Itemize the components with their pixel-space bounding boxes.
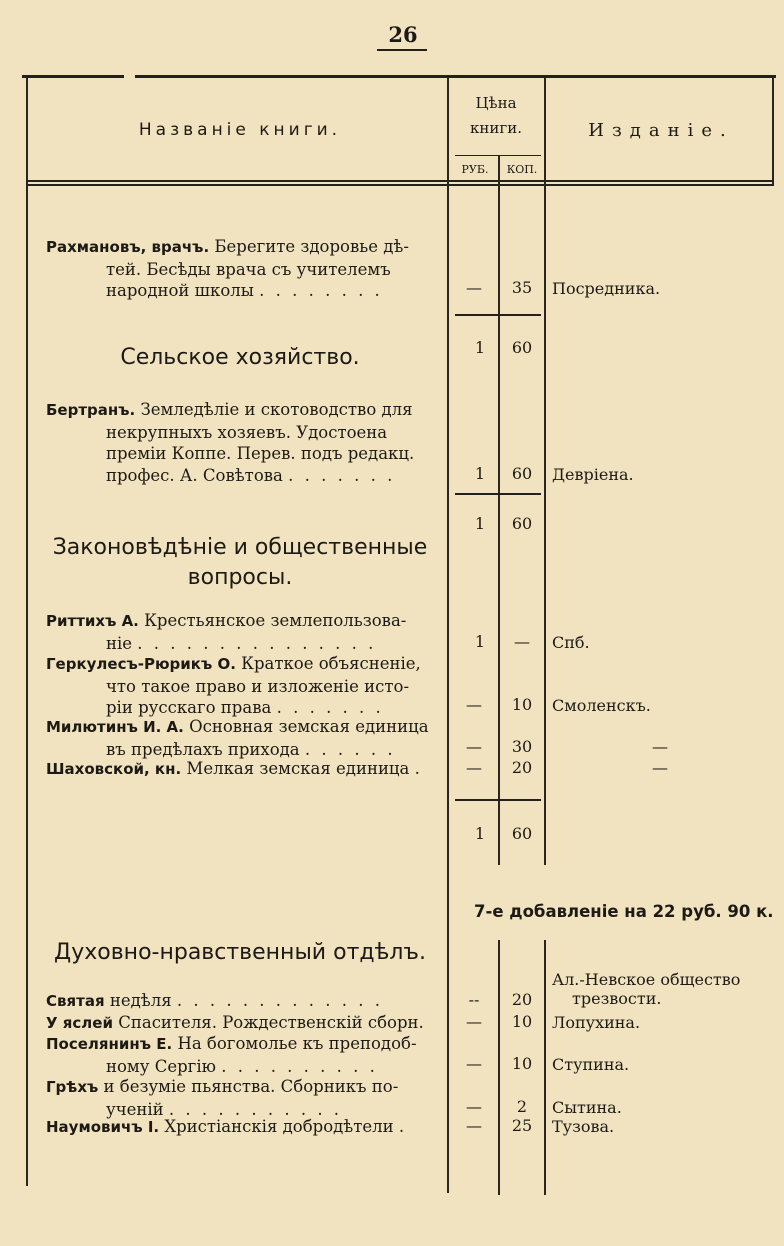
leader-dots: . . . . . . .: [288, 465, 396, 485]
entry-milyutin: [46, 716, 446, 760]
entry-text: профес. А. Совѣтова: [106, 465, 283, 485]
publisher: [552, 970, 772, 1008]
entry-text: Берегите здоровье дѣ-: [209, 237, 409, 256]
entry-text: ученій: [106, 1099, 164, 1119]
supplement-total: 7-е добавленіе на 22 руб. 90 к.: [474, 902, 774, 921]
entry-text: ніе: [106, 633, 133, 653]
header-kop: КОП.: [506, 163, 538, 176]
entry-author: Шаховской, кн.: [46, 760, 182, 778]
price-kop: 10: [511, 1054, 533, 1073]
entry-gerkules: [46, 653, 446, 719]
header-book-title: Названіе книги.: [138, 120, 342, 140]
entry-text: что такое право и изложеніе исто-: [106, 676, 410, 696]
publisher: Тузова.: [552, 1117, 615, 1136]
entry-text: ному Сергію: [106, 1056, 216, 1076]
entry-author: Милютинъ И. А.: [46, 718, 184, 736]
entry-rittikh: [46, 610, 446, 654]
publisher: Посредника.: [552, 279, 661, 298]
entry-svyataya: [46, 990, 446, 1013]
leader-dots: . . . . . . . . . . .: [168, 1099, 343, 1119]
publisher: Ступина.: [552, 1055, 630, 1074]
header-rub: РУБ.: [461, 163, 489, 176]
price-kop: 2: [516, 1097, 528, 1116]
price-rub: —: [466, 1054, 482, 1073]
entry-text: Спасителя. Рождественскій сборн.: [112, 1013, 424, 1032]
header-price: [446, 88, 546, 138]
price-kop: 35: [511, 278, 533, 297]
entry-text: недѣля: [104, 991, 172, 1010]
subtotal-rule: [455, 314, 541, 316]
section-heading-spiritual: Духовно-нравственный отдѣлъ.: [54, 940, 426, 965]
leader-dots: . . . . . . . .: [259, 281, 383, 300]
header-price-line2: книги.: [470, 119, 522, 137]
publisher: —: [652, 737, 668, 756]
entry-author: Риттихъ А.: [46, 612, 139, 630]
section-heading-line: Законовѣдѣніе и общественные: [52, 535, 428, 560]
publisher-line: Ал.-Невское общество: [552, 970, 741, 989]
table-left-border: [26, 78, 28, 1186]
entry-author: Наумовичъ І.: [46, 1118, 160, 1136]
top-rule-left: [22, 75, 124, 78]
publisher: Лопухина.: [552, 1013, 641, 1032]
column-separator-title: [447, 78, 449, 1193]
price-kop: 20: [511, 758, 533, 777]
price-kop: 20: [511, 990, 533, 1009]
price-rub: --: [468, 990, 480, 1009]
subtotal-kop: 60: [511, 824, 533, 843]
entry-text: тей. Бесѣды врача съ учителемъ: [106, 259, 391, 279]
entry-author: Рахмановъ, врачъ.: [46, 238, 210, 256]
entry-text: Христіанскія добродѣтели .: [159, 1117, 405, 1136]
header-rule-1: [26, 180, 774, 182]
entry-author: Бертранъ.: [46, 401, 136, 419]
column-separator-rub-lower: [498, 940, 500, 1195]
subtotal-rule: [455, 493, 541, 495]
entry-author: Грѣхъ: [46, 1078, 99, 1096]
price-subheader-rule: [455, 155, 541, 156]
subtotal-kop: 60: [511, 338, 533, 357]
price-rub: —: [466, 1012, 482, 1031]
subtotal-rule: [455, 799, 541, 801]
subtotal-rub: 1: [474, 514, 486, 533]
leader-dots: . . . . . . . . . .: [221, 1056, 378, 1076]
section-heading-agriculture: Сельское хозяйство.: [120, 345, 360, 370]
section-heading-line: вопросы.: [187, 565, 293, 590]
price-rub: —: [466, 695, 482, 714]
entry-text: народной школы: [106, 281, 254, 300]
entry-text: ріи русскаго права: [106, 698, 272, 717]
price-rub: —: [466, 278, 482, 297]
header-price-line1: Цѣна: [475, 94, 517, 112]
column-separator-rub-upper: [498, 155, 500, 865]
price-rub: —: [466, 758, 482, 777]
price-rub: —: [466, 1097, 482, 1116]
price-rub: —: [466, 737, 482, 756]
entry-text: въ предѣлахъ прихода: [106, 739, 300, 759]
entry-shakhovskoy: [46, 758, 446, 781]
entry-text: Краткое объясненіе,: [235, 654, 421, 673]
entry-author: Поселянинъ Е.: [46, 1035, 173, 1053]
price-kop: 10: [511, 1012, 533, 1031]
price-rub: 1: [474, 464, 486, 483]
entry-text: Крестьянское землепользова-: [138, 611, 407, 630]
top-rule-right: [135, 75, 776, 78]
entry-author: Святая: [46, 992, 105, 1010]
entry-bertran: [46, 399, 446, 486]
page-number: 26: [388, 22, 418, 47]
header-rule-2: [26, 184, 774, 186]
leader-dots: . . . . . .: [304, 739, 396, 759]
publisher: Сытина.: [552, 1098, 622, 1117]
section-heading-law: [40, 533, 440, 593]
leader-dots: . . . . . . .: [276, 698, 384, 717]
entry-poselyanin: [46, 1033, 446, 1077]
entry-rakhmanov: [46, 236, 446, 302]
entry-text: и безуміе пьянства. Сборникъ по-: [98, 1077, 399, 1096]
subtotal-kop: 60: [511, 514, 533, 533]
column-separator-price-upper: [544, 78, 546, 865]
page-number-rule: [377, 49, 427, 51]
entry-text: некрупныхъ хозяевъ. Удостоена: [106, 422, 388, 442]
entry-naumovich: [46, 1116, 446, 1139]
entry-text: Основная земская единица: [183, 717, 429, 736]
entry-yasli: [46, 1012, 446, 1035]
publisher-line: трезвости.: [572, 989, 662, 1008]
price-kop: 30: [511, 737, 533, 756]
table-right-border: [772, 78, 774, 186]
publisher: —: [652, 758, 668, 777]
price-kop: 60: [511, 464, 533, 483]
subtotal-rub: 1: [474, 338, 486, 357]
leader-dots: . . . . . . . . . . . . .: [176, 991, 383, 1010]
subtotal-rub: 1: [474, 824, 486, 843]
publisher: Смоленскъ.: [552, 696, 651, 715]
price-kop: 25: [511, 1116, 533, 1135]
header-edition: Изданіе.: [588, 120, 734, 141]
price-rub: —: [466, 1116, 482, 1135]
column-separator-price-lower: [544, 940, 546, 1195]
entry-text: Земледѣліе и скотоводство для: [135, 400, 413, 419]
entry-text: На богомолье къ преподоб-: [172, 1034, 417, 1053]
entry-text: Мелкая земская единица .: [181, 759, 420, 778]
leader-dots: . . . . . . . . . . . . . . .: [137, 633, 377, 653]
entry-author: У яслей: [46, 1014, 113, 1032]
price-kop: —: [514, 632, 530, 651]
price-rub: 1: [474, 632, 486, 651]
entry-text: преміи Коппе. Перев. подъ редакц.: [106, 444, 415, 463]
publisher: Девріена.: [552, 465, 634, 484]
entry-grekh: [46, 1076, 446, 1120]
entry-author: Геркулесъ-Рюрикъ О.: [46, 655, 236, 673]
price-kop: 10: [511, 695, 533, 714]
publisher: Спб.: [552, 633, 590, 652]
